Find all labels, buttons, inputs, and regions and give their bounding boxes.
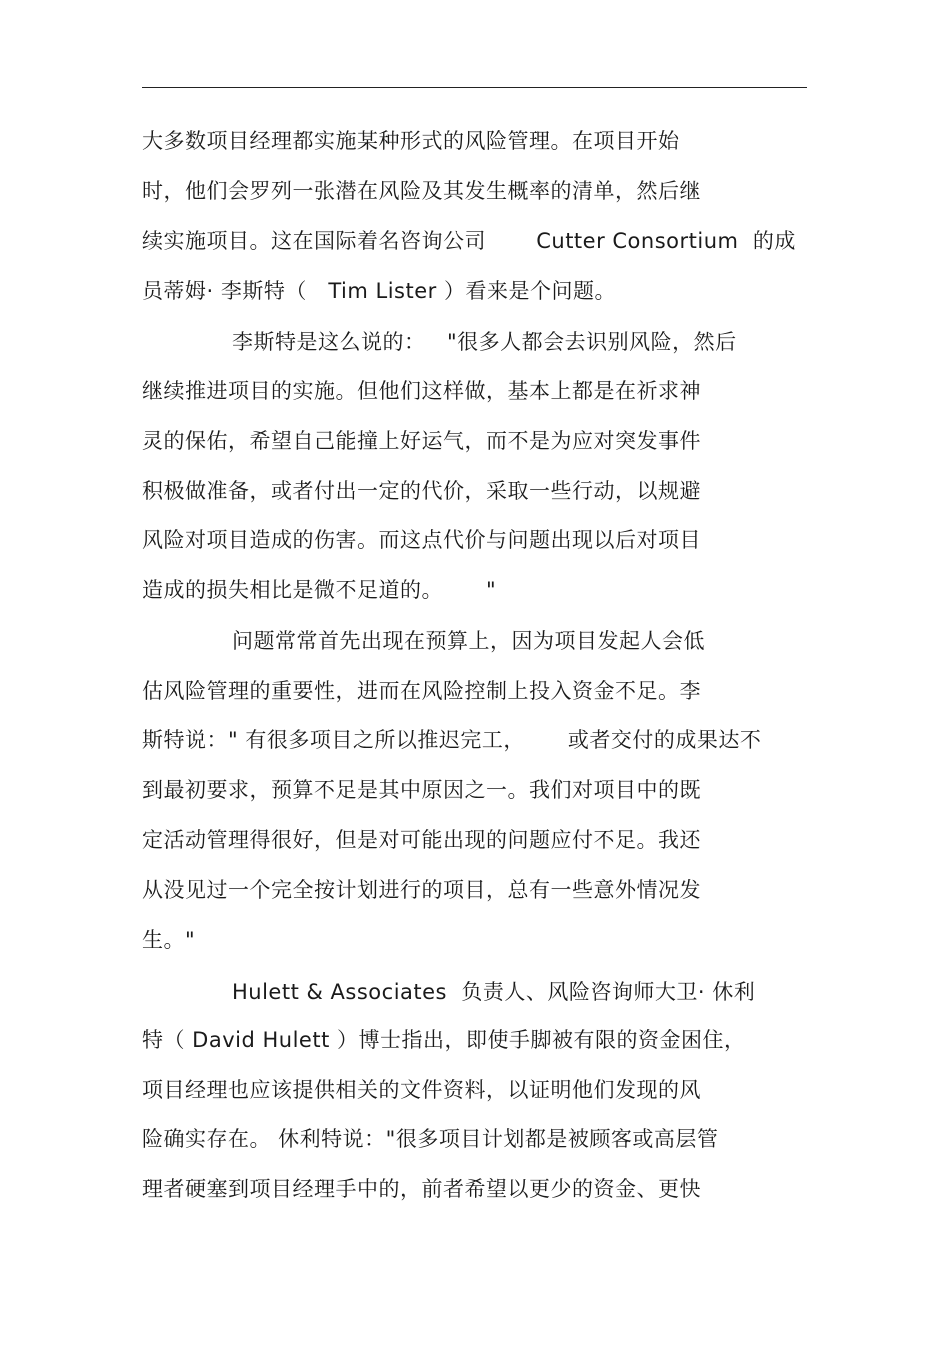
paragraph-line: 斯特说：" 有很多项目之所以推迟完工， 或者交付的成果达不 [142, 728, 762, 752]
paragraph-line: 续实施项目。这在国际着名咨询公司 Cutter Consortium 的成 [142, 229, 796, 253]
paragraph-line: 李斯特是这么说的： "很多人都会去识别风险，然后 [232, 330, 737, 354]
paragraph-line: 问题常常首先出现在预算上，因为项目发起人会低 [232, 629, 705, 653]
paragraph-line: 员蒂姆· 李斯特（ Tim Lister ）看来是个问题。 [142, 279, 616, 303]
paragraph-line: 大多数项目经理都实施某种形式的风险管理。在项目开始 [142, 129, 680, 153]
paragraph-line: 从没见过一个完全按计划进行的项目，总有一些意外情况发 [142, 878, 701, 902]
paragraph-line: 到最初要求，预算不足是其中原因之一。我们对项目中的既 [142, 778, 701, 802]
paragraph-line: Hulett & Associates 负责人、风险咨询师大卫· 休利 [232, 980, 756, 1004]
paragraph-line: 理者硬塞到项目经理手中的，前者希望以更少的资金、更快 [142, 1177, 701, 1201]
paragraph-line: 项目经理也应该提供相关的文件资料，以证明他们发现的风 [142, 1078, 701, 1102]
paragraph-line: 时，他们会罗列一张潜在风险及其发生概率的清单，然后继 [142, 179, 701, 203]
paragraph-line: 特（ David Hulett ）博士指出，即使手脚被有限的资金困住， [142, 1028, 746, 1052]
paragraph-line: 灵的保佑，希望自己能撞上好运气，而不是为应对突发事件 [142, 429, 701, 453]
paragraph-line: 估风险管理的重要性，进而在风险控制上投入资金不足。李 [142, 679, 701, 703]
paragraph-line: 继续推进项目的实施。但他们这样做，基本上都是在祈求神 [142, 379, 701, 403]
header-rule [142, 87, 807, 88]
paragraph-line: 定活动管理得很好，但是对可能出现的问题应付不足。我还 [142, 828, 701, 852]
paragraph-line: 险确实存在。 休利特说："很多项目计划都是被顾客或高层管 [142, 1127, 719, 1151]
paragraph-line: 造成的损失相比是微不足道的。 " [142, 578, 497, 602]
paragraph-line: 生。" [142, 928, 196, 952]
paragraph-line: 积极做准备，或者付出一定的代价，采取一些行动，以规避 [142, 479, 701, 503]
paragraph-line: 风险对项目造成的伤害。而这点代价与问题出现以后对项目 [142, 528, 701, 552]
